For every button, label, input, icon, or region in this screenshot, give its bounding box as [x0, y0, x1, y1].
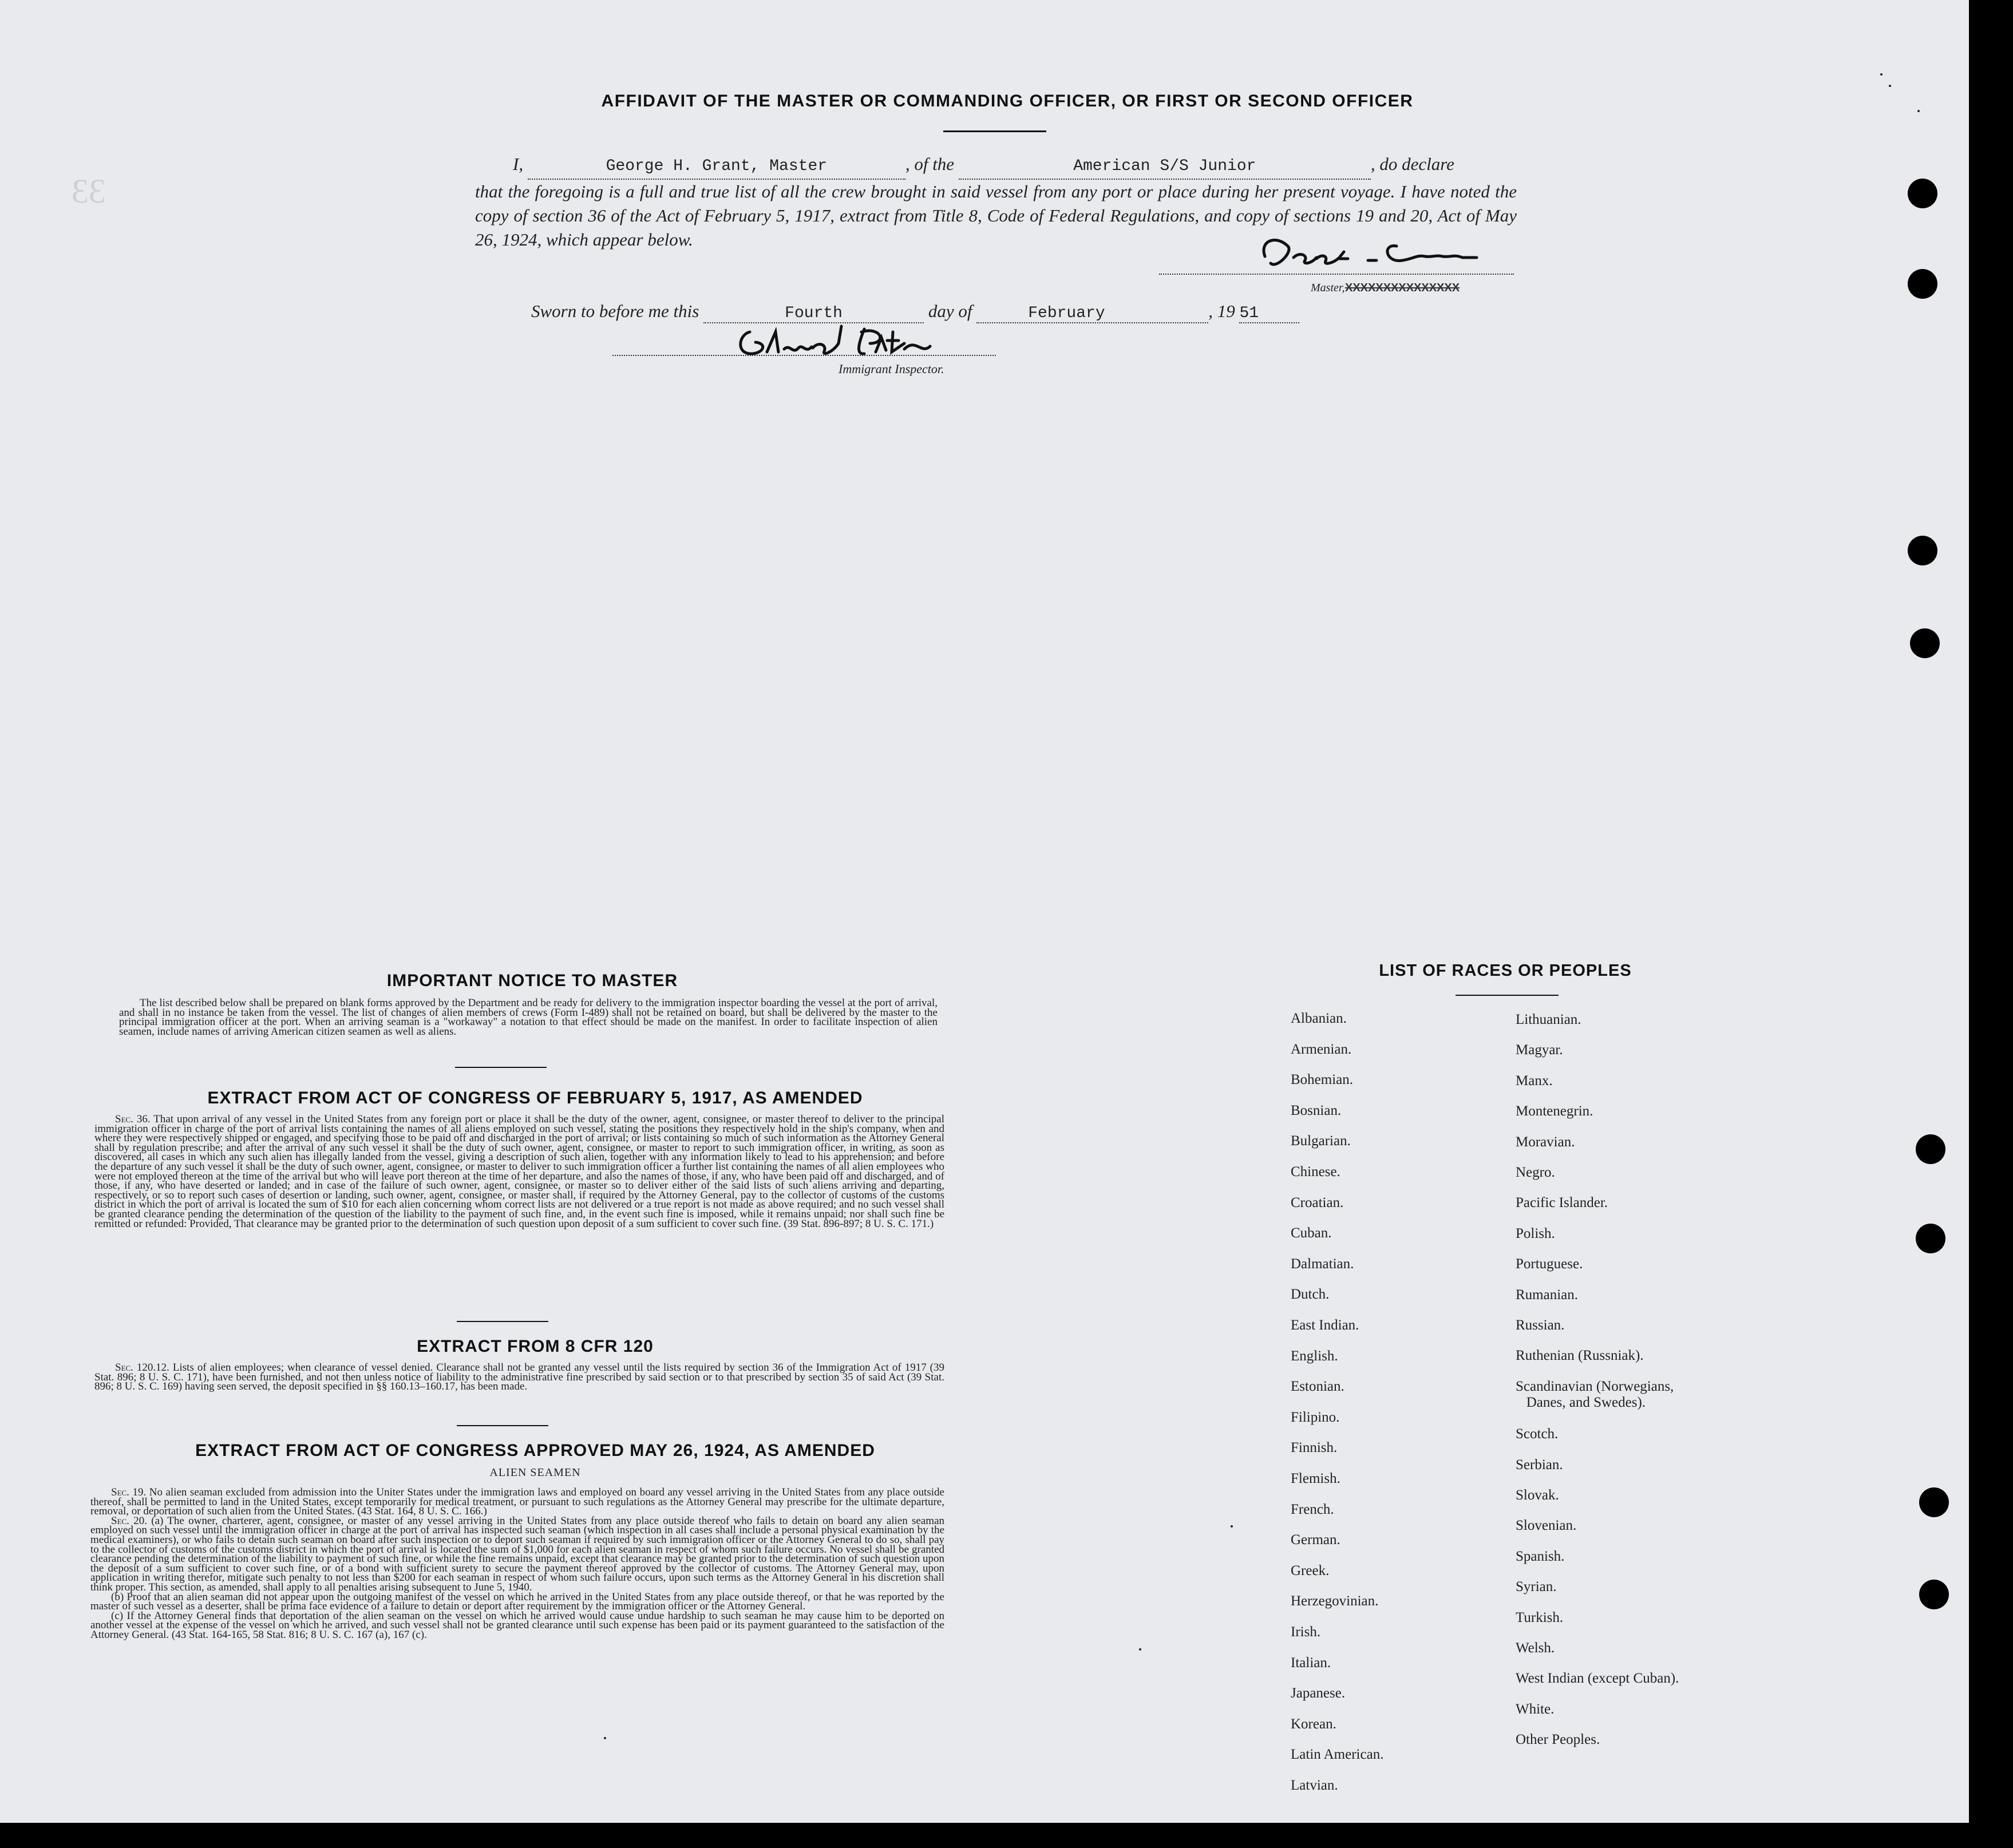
race-item: Italian. — [1291, 1655, 1331, 1671]
race-item: West Indian (except Cuban). — [1516, 1671, 1679, 1687]
sec120-text: Lists of alien employees; when clearance of vessel denied. Clearance shall not be granted any vessel until the lists required by section 36 of the Immigration Act of 1917 (39 Stat. 896; 8 U. S. C. 171), have been furnished, and not then unless notice of liability to the administrative fine prescribed by said section or to that prescribed by section 35 of said Act (39 Stat. 896; 8 U. S. C. 169) having seen served, the deposit specified in §§ 160.13–160.17, has been made. — [94, 1362, 945, 1393]
race-item: Welsh. — [1516, 1640, 1555, 1656]
race-item: Filipino. — [1291, 1409, 1340, 1425]
race-item: Magyar. — [1516, 1042, 1563, 1058]
master-signature — [1253, 229, 1494, 280]
vessel-field — [959, 152, 1371, 180]
race-item: Latin American. — [1291, 1747, 1384, 1763]
speck — [1917, 110, 1920, 112]
notice-rule — [455, 1067, 547, 1068]
sworn-year: 51 — [1239, 304, 1259, 322]
race-item: Armenian. — [1291, 1041, 1352, 1057]
sworn-month-field — [976, 301, 1208, 323]
race-item: Finnish. — [1291, 1440, 1338, 1456]
extract-1917-title: EXTRACT FROM ACT OF CONGRESS OF FEBRUARY 5, 1917, AS AMENDED — [207, 1089, 863, 1107]
sec20-label: Sec. 20. — [111, 1514, 147, 1527]
sworn-prefix: Sworn to before me this — [531, 301, 699, 321]
sec19-text: No alien seaman excluded from admission into the Uniter States under the immigration laws and employed on board any vessel arriving in the United States from any place outside thereof, shall be permitted to land in the United States, except temporarily for medical treatment, or pursuant to such regulations as the Attorney General may prescribe for the ultimate departure, removal, or deportation of such alien from the United States. (43 Stat. 164, 8 U. S. C. 166.) — [90, 1486, 944, 1518]
race-item: Korean. — [1291, 1716, 1336, 1732]
inspector-signature-line — [612, 355, 996, 356]
intro-i: I, — [513, 154, 524, 174]
of-the-label: , of the — [905, 154, 955, 174]
master-struck-text: XXXXXXXXXXXXXXX — [1345, 282, 1460, 294]
race-item: Albanian. — [1291, 1011, 1347, 1026]
race-item: Slovak. — [1516, 1487, 1559, 1503]
race-item: Estonian. — [1291, 1379, 1344, 1395]
punch-hole — [1916, 1134, 1945, 1164]
race-item: Bulgarian. — [1291, 1133, 1351, 1149]
race-item: German. — [1291, 1532, 1340, 1548]
vessel-name: American S/S Junior — [1073, 157, 1256, 175]
sec20-paragraph — [90, 1514, 944, 1593]
race-item: Turkish. — [1516, 1609, 1564, 1625]
day-of-label: day of — [928, 301, 972, 321]
races-title: LIST OF RACES OR PEOPLES — [1379, 961, 1632, 980]
race-item: English. — [1291, 1348, 1338, 1364]
sec120-label: Sec. 120.12. — [115, 1362, 169, 1374]
bleed-through-mark: 33 — [72, 172, 106, 210]
extract-1917-rule — [457, 1321, 548, 1322]
race-item: Croatian. — [1291, 1194, 1344, 1210]
punch-hole — [1910, 628, 1940, 658]
inspector-signature — [733, 320, 1002, 366]
sec20b-paragraph: (b) Proof that an alien seaman did not appear upon the outgoing manifest of the vessel on which he arrived in the United States from any place outside thereof, or that he was reported by the master of such vessel as a deserter, shall be prima face evidence of a failure to detain or deport after requirement by the immigration officer or the Attorney General. — [90, 1590, 944, 1613]
race-item: Ruthenian (Russniak). — [1516, 1348, 1644, 1364]
races-rule — [1456, 995, 1559, 996]
race-item: Scandinavian (Norwegians, Danes, and Swedes). — [1516, 1378, 1674, 1410]
race-item: Spanish. — [1516, 1548, 1565, 1564]
extract-cfr-rule — [457, 1425, 548, 1426]
race-item: Syrian. — [1516, 1579, 1557, 1595]
master-name: George H. Grant, Master — [606, 157, 828, 175]
race-item: Dutch. — [1291, 1287, 1330, 1303]
race-item: Bosnian. — [1291, 1102, 1342, 1118]
affidavit-first-line — [475, 152, 1517, 180]
race-item: Rumanian. — [1516, 1287, 1579, 1303]
race-item: Irish. — [1291, 1624, 1321, 1640]
punch-hole — [1908, 536, 1937, 565]
title-rule — [943, 130, 1046, 132]
master-signature-line — [1159, 274, 1514, 275]
sec19-paragraph — [90, 1488, 944, 1517]
extract-cfr-text — [94, 1363, 944, 1392]
race-item: Latvian. — [1291, 1778, 1338, 1793]
affidavit-body: that the foregoing is a full and true list of all the crew brought in said vessel from any port or place during her present voyage. I have noted the copy of section 36 of the Act of February 5, 1917, extract from Title 8, Code of Federal Regulations, and copy of sections 19 and 20, Act of May 26, 1924, which appear below. — [475, 181, 1517, 250]
extract-1917-text — [94, 1115, 944, 1229]
punch-hole — [1908, 179, 1937, 208]
year-field — [1239, 301, 1299, 323]
inspector-label: Immigrant Inspector. — [839, 362, 944, 376]
race-item: Bohemian. — [1291, 1072, 1354, 1088]
extract-1924-text — [90, 1488, 944, 1640]
sworn-day: Fourth — [785, 304, 843, 322]
race-item: Montenegrin. — [1516, 1103, 1593, 1119]
extract-cfr-title: EXTRACT FROM 8 CFR 120 — [417, 1337, 654, 1356]
affidavit-title: AFFIDAVIT OF THE MASTER OR COMMANDING OFFICER, OR FIRST OR SECOND OFFICER — [601, 92, 1414, 110]
speck — [1231, 1525, 1233, 1528]
speck — [1880, 73, 1883, 76]
speck — [1139, 1648, 1141, 1651]
race-item: Other Peoples. — [1516, 1732, 1600, 1748]
declare-label: , do declare — [1370, 154, 1454, 174]
extract-1924-title: EXTRACT FROM ACT OF CONGRESS APPROVED MAY 26, 1924, AS AMENDED — [195, 1441, 875, 1460]
race-item: Manx. — [1516, 1073, 1553, 1089]
race-item: Pacific Islander. — [1516, 1195, 1608, 1211]
race-item: Lithuanian. — [1516, 1012, 1581, 1027]
sec19-label: Sec. 19. — [111, 1486, 147, 1498]
sworn-month: February — [1028, 304, 1105, 322]
sec20c-paragraph: (c) If the Attorney General finds that deportation of the alien seaman on the vessel on which he arrived would cause undue hardship to such seaman he may cause him to be deported on another vessel at the expense of the vessel on which he arrived, and such vessel shall not be granted clearance until such expense has been paid or its payment guaranteed to the satisfaction of the Attorney General. (43 Stat. 164-165, 58 Stat. 816; 8 U. S. C. 167 (a), 167 (c). — [90, 1609, 944, 1641]
race-item: Greek. — [1291, 1562, 1330, 1578]
race-item: Moravian. — [1516, 1134, 1575, 1150]
race-item: French. — [1291, 1501, 1334, 1517]
year-prefix: , 19 — [1208, 301, 1235, 321]
extract-1924-subtitle: ALIEN SEAMEN — [489, 1466, 581, 1479]
punch-hole — [1919, 1487, 1949, 1517]
race-item: Serbian. — [1516, 1457, 1563, 1473]
race-item: Herzegovinian. — [1291, 1593, 1379, 1609]
notice-text: The list described below shall be prepared on blank forms approved by the Department and be ready for delivery to the immigration inspector boarding the vessel at the port of arrival, and shall in no instance be taken from the vessel. The list of changes of alien members of crews (Form I-489) shall not be retained on board, but shall be delivered by the master to the principal immigration officer at the port. When an arriving seaman is a "workaway" a notation to that effect should be made on the manifest. In order to facilitate inspection of alien seamen, include names of arriving American citizen seamen as well as aliens. — [119, 997, 938, 1038]
race-item: East Indian. — [1291, 1317, 1359, 1333]
race-item: Negro. — [1516, 1165, 1555, 1180]
race-item: Russian. — [1516, 1317, 1565, 1333]
race-item: Portuguese. — [1516, 1256, 1583, 1272]
speck — [1889, 85, 1891, 87]
race-item: White. — [1516, 1701, 1555, 1717]
speck — [604, 1737, 606, 1739]
punch-hole — [1908, 269, 1937, 299]
master-name-field — [528, 152, 905, 180]
race-item: Slovenian. — [1516, 1518, 1577, 1534]
race-item: Polish. — [1516, 1225, 1555, 1241]
sec36-label: Sec. 36. — [115, 1113, 151, 1125]
race-item: Chinese. — [1291, 1164, 1340, 1180]
notice-title: IMPORTANT NOTICE TO MASTER — [386, 971, 678, 990]
race-item: Dalmatian. — [1291, 1256, 1354, 1272]
master-label: Master, — [1311, 282, 1345, 294]
race-item: Flemish. — [1291, 1471, 1340, 1486]
sec36-text: That upon arrival of any vessel in the United States from any foreign port or place it shall be the duty of the owner, agent, consignee, or master thereof to deliver to the principal immigration officer in charge of the port of arrival lists containing the names of all aliens employed on such vessel, stating the positions they respectively hold in the ship's company, when and where they were respectively shipped or engaged, and specifying those to be paid off and discharged in the port of arrival; or lists containing so much of such information as the Attorney General shall by regulation prescribe; and after the arrival of any such vessel it shall be the duty of such owner, agent, consignee, or master to report to such immigration officer, in writing, as soon as discovered, all cases in which any such alien has illegally landed from the vessel, giving a description of such alien, together with any information likely to lead to his apprehension; and before the departure of any such vessel it shall be the duty of such owner, agent, consignee, or master to deliver to such immigration officer a further list containing the names of all alien employees who were not employed thereon at the time of the arrival but who will leave port thereon at the time of her departure, and also the names of those, if any, who have been paid off and discharged, and of those, if any, who have deserted or landed; and in case of the failure of such owner, agent, consignee, or master so to deliver either of the said lists of such aliens arriving and departing, respectively, or so to report such cases of desertion or landing, such owner, agent, consignee, or master shall, if required by the Attorney General, pay to the collector of customs of the customs district in which the port of arrival is located the sum of $10 for each alien concerning whom correct lists are not delivered or a true report is not made as above required; and no such vessel shall be granted clearance pending the determination of the question of the liability to the payment of such fine, and, in the event such fine is imposed, while it remains unpaid; nor shall such fine be remitted or refunded: Provided, That clearance may be granted prior to the determination of such question upon deposit of a sum sufficient to cover such fine. (39 Stat. 896-897; 8 U. S. C. 171.) — [94, 1113, 944, 1230]
race-item: Cuban. — [1291, 1225, 1332, 1241]
race-item: Scotch. — [1516, 1426, 1559, 1442]
sec20-text: (a) The owner, charterer, agent, consignee, or master of any vessel arriving in the United States from any place outside thereof who fails to detain on board any alien seaman employed on such vessel until the immigration officer in charge at the port of arrival has inspected such seaman (which inspection in all cases shall include a personal physical examination by the medical examiners), or who fails to detain such seaman on board after such inspection or to deport such seaman if required by such immigration officer or the Attorney General to do so, shall pay to the collector of customs of the customs district in which the port of arrival is located the sum of $1,000 for each alien seaman in respect of whom such failure occurs. No vessel shall be granted clearance pending the determination of the liability to payment of such fine, or while the fine remains unpaid, except that clearance may be granted prior to the determination of such question upon the deposit of a sum sufficient to cover such fine, or of a bond with sufficient surety to secure the payment thereof approved by the collector of customs. The Attorney General may, upon application in writing therefor, mitigate such penalty to not less than $200 for each seaman in respect of whom such failure occurs, upon such terms as the Attorney General in his discretion shall think proper. This section, as amended, shall apply to all penalties arising subsequent to June 5, 1940. — [90, 1514, 944, 1593]
punch-hole — [1919, 1580, 1949, 1609]
punch-hole — [1916, 1224, 1945, 1253]
race-item: Japanese. — [1291, 1685, 1346, 1701]
